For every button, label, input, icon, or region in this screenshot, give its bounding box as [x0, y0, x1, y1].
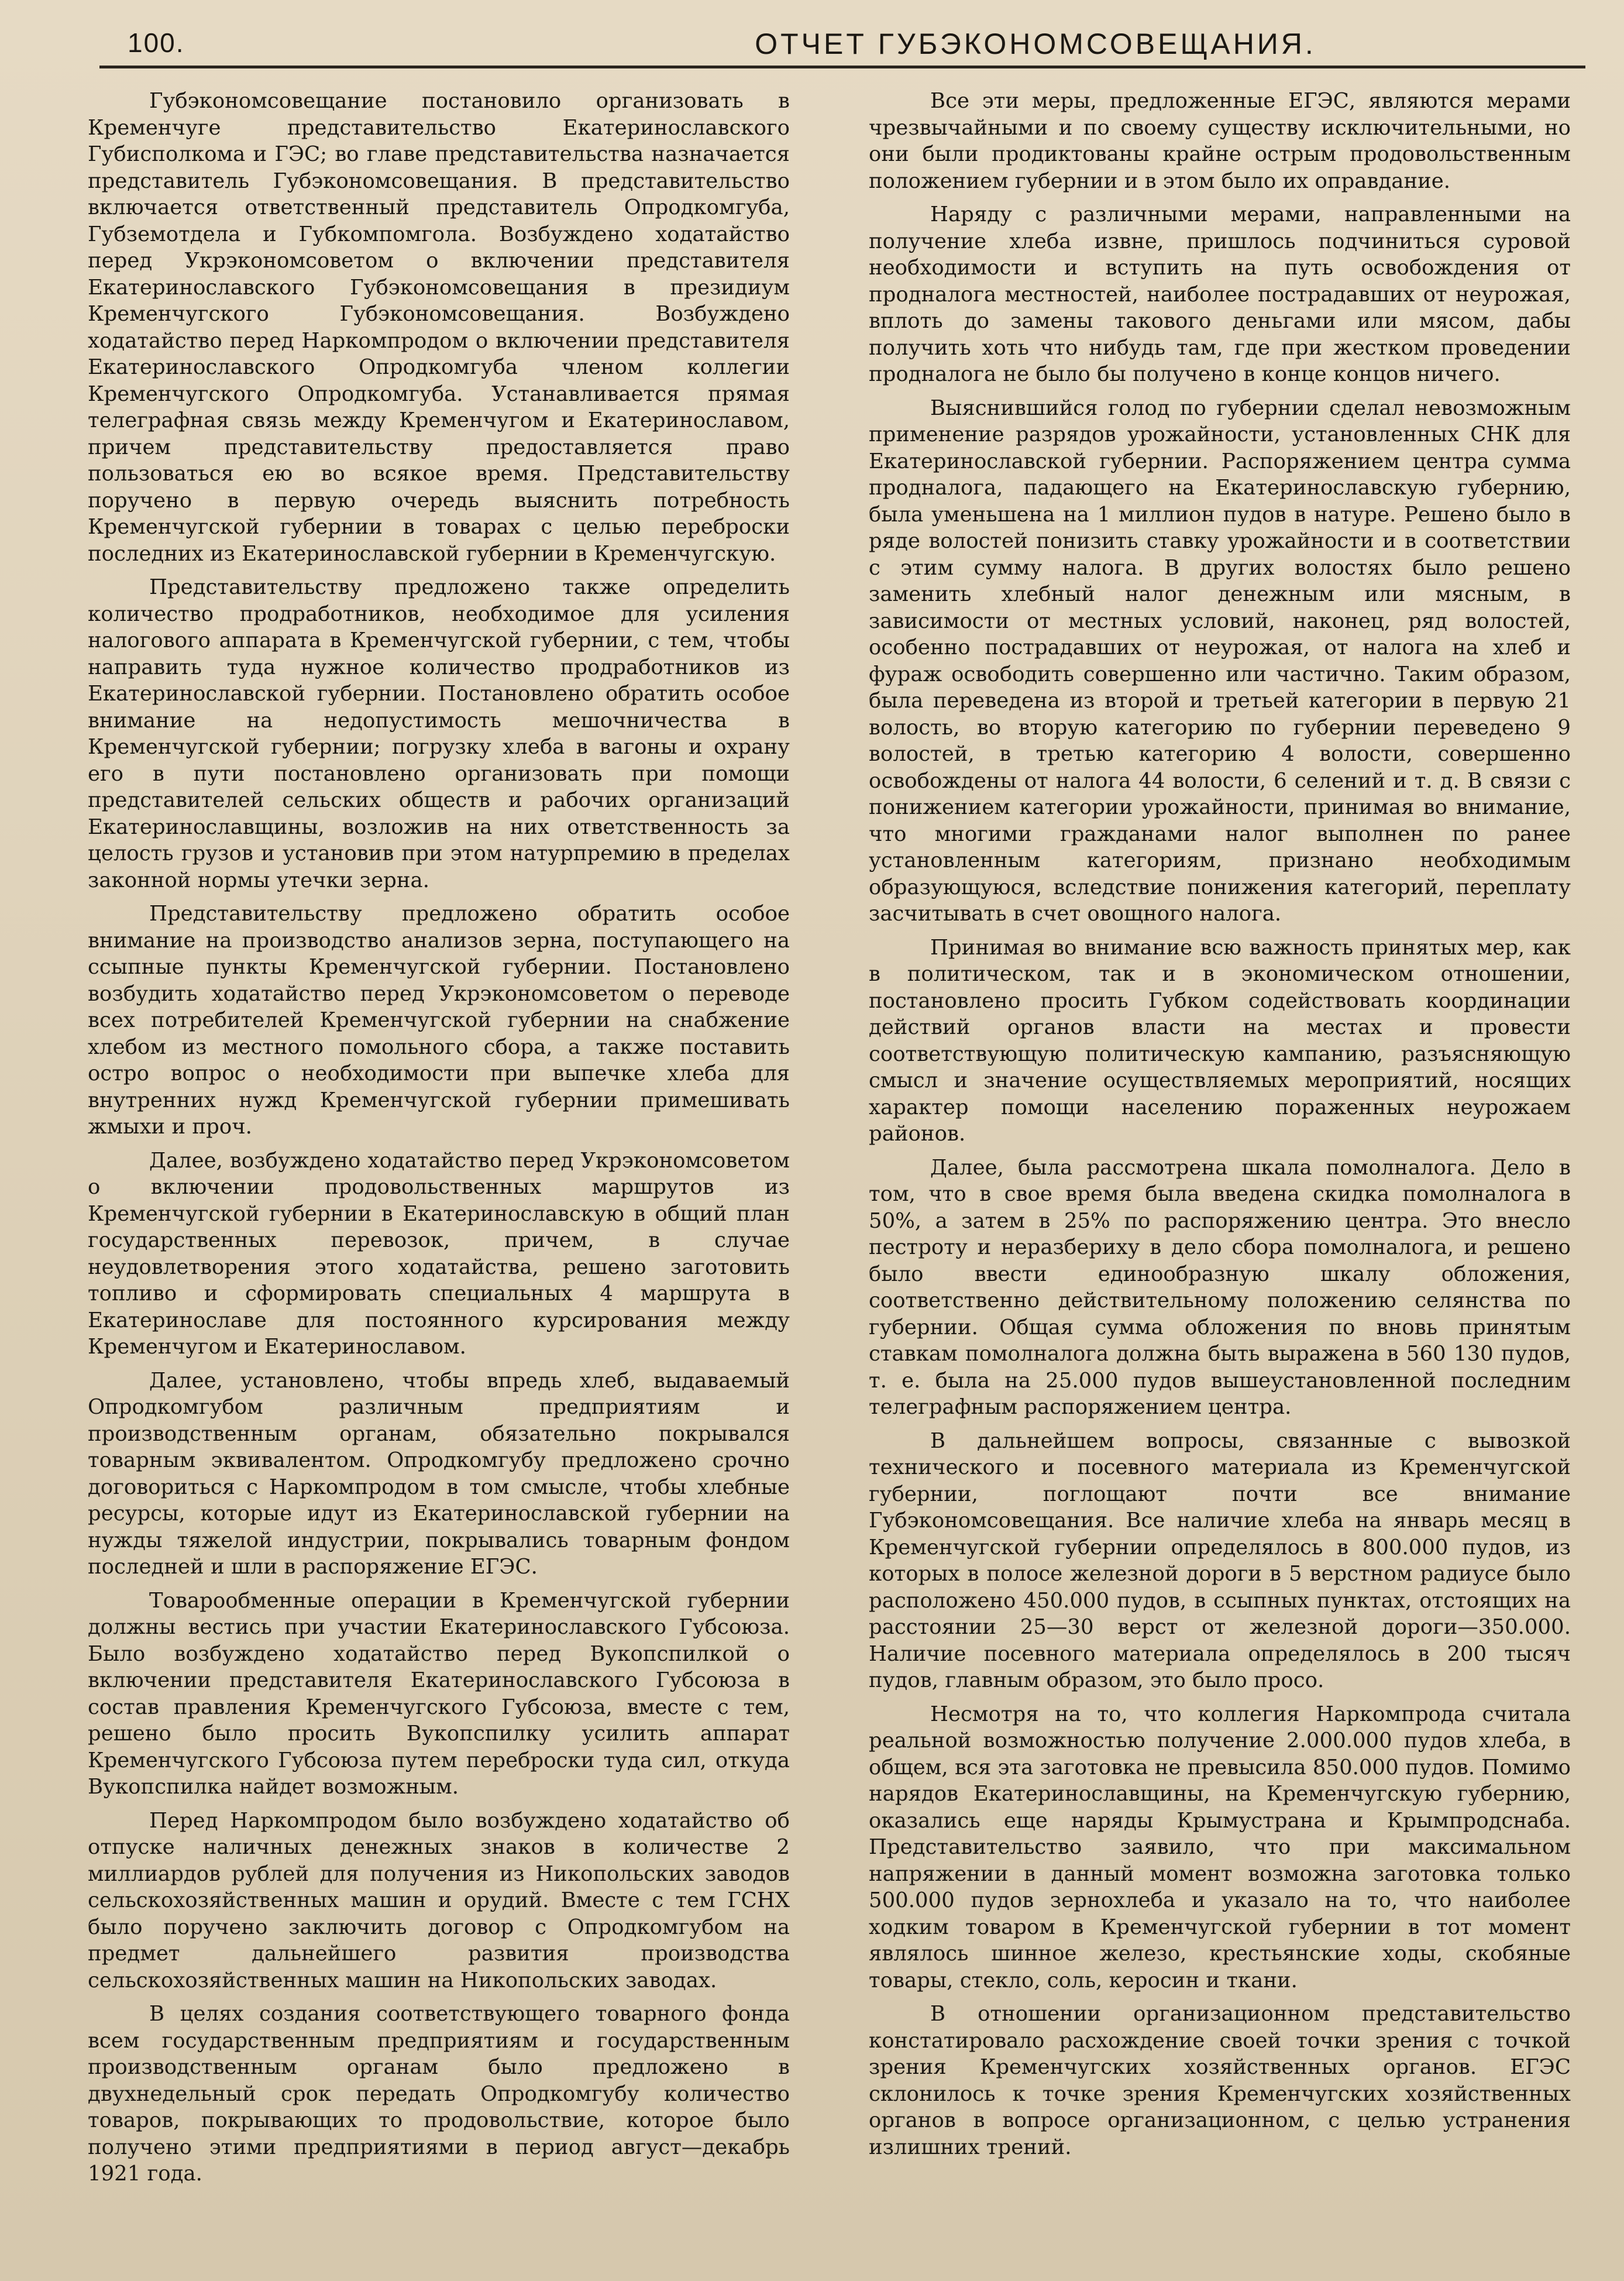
paragraph: Далее, была рассмотрена шкала помолналога. Дело в том, что в свое время была введена скидка помолналога в 50%, а затем в 25% по распоряжению центра. Это внесло пестроту и неразбериху в дело сбора помолналога, и решено было ввести единообразную шкалу обложения, соответственно действительному положению селянства по губернии. Общая сумма обложения по вновь принятым ставкам помолналога должна быть выражена в 560 130 пудов, т. е. была на 25.000 пудов вышеустановленной последним телеграфным распоряжением центра.: [869, 1155, 1571, 1419]
paragraph: Выяснившийся голод по губернии сделал невозможным применение разрядов урожайности, установленных СНК для Екатеринославской губернии. Распоряжением центра сумма продналога, падающего на Екатеринославскую губернию, была уменьшена на 1 миллион пудов в натуре. Решено было в ряде волостей понизить ставку урожайности и в соответствии с этим сумму налога. В других волостях было решено заменить хлебный налог денежным или мясным, в зависимости от местных условий, наконец, ряд волостей, особенно пострадавших от неурожая, от налога на хлеб и фураж освободить совершенно или частично. Таким образом, была переведена из второй и третьей категории в первую 21 волость, во вторую категорию по губернии переведено 9 волостей, в третью категорию 4 волости, совершенно освобождены от налога 44 волости, 6 селений и т. д. В связи с понижением категории урожайности, принимая во внимание, что многими гражданами налог выполнен по ранее установленным категориям, признано необходимым образующуюся, вследствие понижения категорий, переплату засчитывать в счет овощного налога.: [869, 396, 1571, 926]
paragraph: Принимая во внимание всю важность принятых мер, как в политическом, так и в экономическом отношении, постановлено просить Губком содействовать координации действий органов власти на местах и провести соответствующую политическую кампанию, разъясняющую смысл и значение осуществляемых мероприятий, носящих характер помощи населению пораженных неурожаем районов.: [869, 935, 1571, 1146]
right-column: [869, 88, 1571, 2265]
paragraph: Товарообменные операции в Кременчугской губернии должны вестись при участии Екатеринославского Губсоюза. Было возбуждено ходатайство перед Вукопспилкой о включении представителя Екатеринославского Губсоюза в состав правления Кременчугского Губсоюза, вместе с тем, решено было просить Вукопспилку усилить аппарат Кременчугского Губсоюза путем переброски туда сил, откуда Вукопспилка найдет возможным.: [88, 1588, 790, 1799]
paragraph: В целях создания соответствующего товарного фонда всем государственным предприятиям и государственным производственным органам было предложено в двухнедельный срок передать Опродкомгубу количество товаров, покрывающих то продовольствие, которое было получено этими предприятиями в период август—декабрь 1921 года.: [88, 2002, 790, 2186]
paragraph: Все эти меры, предложенные ЕГЭС, являются мерами чрезвычайными и по своему существу исключительными, но они были продиктованы крайне острым продовольственным положением губернии и в этом было их оправдание.: [869, 89, 1571, 193]
left-column: [88, 88, 790, 2265]
running-title: ОТЧЕТ ГУБЭКОНОМСОВЕЩАНИЯ.: [755, 28, 1316, 60]
paragraph: Перед Наркомпродом было возбуждено ходатайство об отпуске наличных денежных знаков в количестве 2 миллиардов рублей для получения из Никопольских заводов сельскохозяйственных машин и орудий. Вместе с тем ГСНХ было поручено заключить договор с Опродкомгубом на предмет дальнейшего развития производства сельскохозяйственных машин на Никопольских заводах.: [88, 1808, 790, 1993]
paragraph: Представительству предложено также определить количество продработников, необходимое для усиления налогового аппарата в Кременчугской губернии, с тем, чтобы направить туда нужное количество продработников из Екатеринославской губернии. Постановлено обратить особое внимание на недопустимость мешочничества в Кременчугской губернии; погрузку хлеба в вагоны и охрану его в пути постановлено организовать при помощи представителей сельских обществ и рабочих организаций Екатеринославщины, возложив на них ответственность за целость грузов и установив при этом натурпремию в пределах законной нормы утечки зерна.: [88, 575, 790, 892]
paragraph: Наряду с различными мерами, направленными на получение хлеба извне, пришлось подчиниться суровой необходимости и вступить на путь освобождения от продналога местностей, наиболее пострадавших от неурожая, вплоть до замены такового деньгами или мясом, дабы получить хоть что нибудь там, где при жестком проведении продналога не было бы получено в конце концов ничего.: [869, 202, 1571, 386]
page-number: 100.: [128, 28, 185, 58]
paragraph: Несмотря на то, что коллегия Наркомпрода считала реальной возможностью получение 2.000.000 пудов хлеба, в общем, вся эта заготовка не превысила 850.000 пудов. Помимо нарядов Екатеринославщины, на Кременчугскую губернию, оказались еще наряды Крымустрана и Крымпродснаба. Представительство заявило, что при максимальном напряжении в данный момент возможна заготовка только 500.000 пудов зернохлеба и указало на то, что наиболее ходким товаром в Кременчугской губернии в тот момент являлось шинное железо, крестьянские ходы, скобяные товары, стекло, соль, керосин и ткани.: [869, 1702, 1571, 1993]
paragraph: Губэкономсовещание постановило организовать в Кременчуге представительство Екатеринославского Губисполкома и ГЭС; во главе представительства назначается представитель Губэкономсовещания. В представительство включается ответственный представитель Опродкомгуба, Губземотдела и Губкомпомгола. Возбуждено ходатайство перед Укрэкономсоветом о включении представителя Екатеринославского Губэкономсовещания в президиум Кременчугского Губэкономсовещания. Возбуждено ходатайство перед Наркомпродом о включении представителя Екатеринославского Опродкомгуба членом коллегии Кременчугского Опродкомгуба. Устанавливается прямая телеграфная связь между Кременчугом и Екатеринославом, причем представительству предоставляется право пользоваться ею во всякое время. Представительству поручено в первую очередь выяснить потребность Кременчугской губернии в товарах с целью переброски последних из Екатеринославской губернии в Кременчугскую.: [88, 89, 790, 566]
page-header: [99, 22, 1585, 68]
paragraph: Далее, возбуждено ходатайство перед Укрэкономсоветом о включении продовольственных маршрутов из Кременчугской губернии в Екатеринославскую в общий план государственных перевозок, причем, в случае неудовлетворения этого ходатайства, решено заготовить топливо и сформировать специальных 4 маршрута в Екатеринославе для постоянного курсирования между Кременчугом и Екатеринославом.: [88, 1148, 790, 1359]
paragraph: В дальнейшем вопросы, связанные с вывозкой технического и посевного материала из Кременчугской губернии, поглощают почти все внимание Губэкономсовещания. Все наличие хлеба на январь месяц в Кременчугской губернии определялось в 800.000 пудов, из которых в полосе железной дороги в 5 верстном радиусе было расположено 450.000 пудов, в ссыпных пунктах, отстоящих на расстоянии 25—30 верст от железной дороги—350.000. Наличие посевного материала определялось в 200 тысяч пудов, главным образом, это было просо.: [869, 1428, 1571, 1692]
paragraph: Представительству предложено обратить особое внимание на производство анализов зерна, поступающего на ссыпные пункты Кременчугской губернии. Постановлено возбудить ходатайство перед Укрэкономсоветом о переводе всех потребителей Кременчугской губернии на снабжение хлебом из местного помольного сбора, а также поставить остро вопрос о необходимости при выпечке хлеба для внутренних нужд Кременчугской губернии примешивать жмыхи и проч.: [88, 902, 790, 1139]
paragraph: Далее, установлено, чтобы впредь хлеб, выдаваемый Опродкомгубом различным предприятиям и производственным органам, обязательно покрывался товарным эквивалентом. Опродкомгубу предложено срочно договориться с Наркомпродом в том смысле, чтобы хлебные ресурсы, которые идут из Екатеринославской губернии на нужды тяжелой индустрии, покрывались товарным фондом последней и шли в распоряжение ЕГЭС.: [88, 1368, 790, 1579]
paragraph: В отношении организационном представительство констатировало расхождение своей точки зрения с точкой зрения Кременчугских хозяйственных органов. ЕГЭС склонилось к точке зрения Кременчугских хозяйственных органов в вопросе организационном, с целью устранения излишних трений.: [869, 2002, 1571, 2159]
